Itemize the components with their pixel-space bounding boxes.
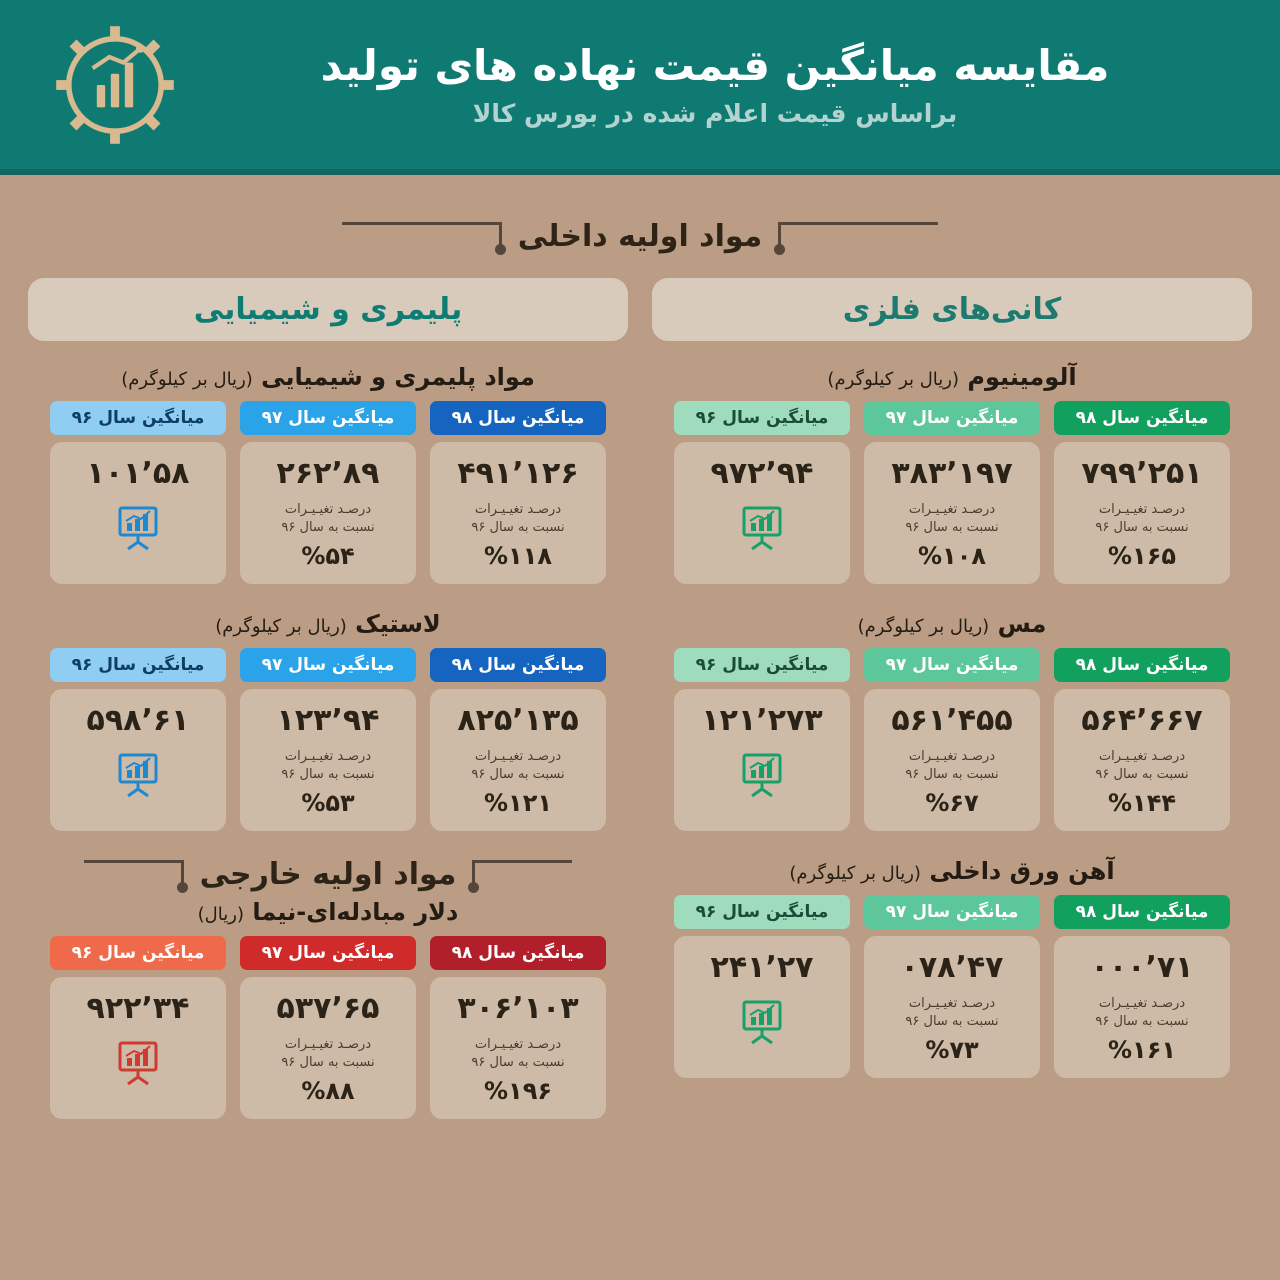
page-title: مقایسه میانگین قیمت نهاده های تولید (320, 40, 1110, 90)
card-header: میانگین سال ۹۷ (240, 648, 416, 682)
card-header: میانگین سال ۹۸ (1054, 895, 1230, 929)
value: ۴۵۵’۵۶۱ (891, 703, 1013, 739)
change-label-line2: نسبت به سال ۹۶ (471, 766, 565, 782)
card-year-96 (50, 401, 226, 584)
change-label-line1: درصـد تغیـیـرات (284, 1037, 372, 1053)
card-body (240, 977, 416, 1119)
card-year-97 (864, 648, 1040, 831)
card-year-98 (1054, 895, 1230, 1078)
card-header: میانگین سال ۹۸ (1054, 401, 1230, 435)
card-body (864, 936, 1040, 1078)
value: ۹۴’۹۷۲ (710, 456, 814, 491)
card-body (50, 689, 226, 831)
card-year-98 (1054, 648, 1230, 831)
card-header: میانگین سال ۹۷ (864, 895, 1040, 929)
change-label-line1: درصـد تغیـیـرات (474, 749, 562, 765)
value: ۱۹۷’۳۸۳ (891, 456, 1013, 491)
card-row (652, 401, 1252, 584)
gear-chart-icon (40, 10, 190, 160)
page-header (0, 0, 1280, 175)
card-body (864, 689, 1040, 831)
change-label-line1: درصـد تغیـیـرات (908, 502, 996, 517)
change-label-line2: نسبت به سال ۹۶ (905, 766, 999, 782)
card-row (28, 936, 628, 1119)
item-title (28, 898, 628, 926)
change-label (281, 1036, 374, 1071)
card-header: میانگین سال ۹۸ (430, 401, 606, 435)
card-year-97 (240, 401, 416, 584)
change-value: %۱۶۵ (1108, 542, 1176, 571)
card-body (430, 442, 606, 584)
card-body (430, 977, 606, 1119)
item-title (652, 363, 1252, 391)
value: ۸۹’۲۶۲ (276, 456, 380, 491)
content-columns (0, 278, 1280, 1145)
change-label-line2: نسبت به سال ۹۶ (1095, 519, 1189, 535)
change-label-line2: نسبت به سال ۹۶ (281, 766, 375, 782)
value: ۴۷’۰۷۸ (900, 950, 1004, 986)
change-value: %۱۴۴ (1108, 789, 1176, 818)
item-polymer-chemical (28, 363, 628, 584)
card-year-98 (430, 936, 606, 1119)
change-label-line1: درصـد تغیـیـرات (908, 996, 996, 1012)
change-label (471, 501, 564, 536)
value: ۲۷’۲۴۱ (710, 950, 814, 986)
connector-right (84, 860, 184, 890)
change-value: %۸۸ (301, 1077, 355, 1106)
item-title (28, 610, 628, 638)
card-body (864, 442, 1040, 584)
card-row (28, 401, 628, 584)
item-unit: (ریال بر کیلوگرم) (121, 369, 253, 390)
item-sheet-iron (652, 857, 1252, 1078)
value: ۶۵’۵۳۷ (276, 991, 380, 1027)
change-label-line1: درصـد تغیـیـرات (474, 1037, 562, 1053)
item-unit: (ریال بر کیلوگرم) (215, 616, 347, 638)
change-label-line2: نسبت به سال ۹۶ (1095, 766, 1189, 782)
item-title (652, 857, 1252, 885)
card-body (674, 689, 850, 831)
item-unit: (ریال) (197, 904, 244, 926)
card-header: میانگین سال ۹۶ (50, 936, 226, 970)
change-value: %۵۳ (301, 789, 355, 818)
connector-left (778, 222, 938, 252)
card-header: میانگین سال ۹۷ (864, 648, 1040, 682)
card-year-96 (674, 648, 850, 831)
card-header: میانگین سال ۹۶ (674, 895, 850, 929)
card-body (430, 689, 606, 831)
card-year-98 (430, 648, 606, 831)
card-header: میانگین سال ۹۶ (50, 401, 226, 435)
item-copper (652, 610, 1252, 831)
section-title-external (28, 857, 628, 892)
card-year-96 (674, 895, 850, 1078)
value: ۶۶۷’۵۶۴ (1081, 703, 1203, 739)
item-unit: (ریال بر کیلوگرم) (789, 863, 921, 885)
bar-chart-presentation-icon (116, 752, 160, 798)
value: ۷۱’۰۰۰ (1090, 950, 1194, 986)
value: ۱۰۳’۳۰۶ (457, 991, 579, 1027)
change-label-line2: نسبت به سال ۹۶ (471, 519, 565, 535)
card-body (240, 442, 416, 584)
item-name: دلار مبادله‌ای-نیما (252, 898, 459, 927)
change-label (281, 501, 374, 536)
card-body (674, 442, 850, 584)
value: ۲۵۱’۷۹۹ (1081, 456, 1203, 491)
column-metals (652, 278, 1252, 1145)
category-polymer-pill: پلیمری و شیمیایی (28, 278, 628, 341)
value: ۱۲۶’۴۹۱ (457, 456, 579, 491)
change-value: %۶۷ (925, 789, 979, 818)
item-title (28, 363, 628, 391)
card-year-98 (430, 401, 606, 584)
change-label (471, 1036, 564, 1071)
card-body (50, 977, 226, 1119)
bar-chart-presentation-icon (740, 505, 784, 551)
item-name: لاستیک (355, 610, 441, 639)
change-label (905, 995, 998, 1030)
change-label-line1: درصـد تغیـیـرات (284, 502, 372, 517)
change-value: %۷۳ (925, 1036, 979, 1065)
category-metal-pill: کانی‌های فلزی (652, 278, 1252, 341)
change-label (1095, 995, 1188, 1030)
card-header: میانگین سال ۹۶ (674, 648, 850, 682)
change-label-line2: نسبت به سال ۹۶ (905, 519, 999, 535)
change-label (281, 748, 374, 783)
column-polymer (28, 278, 628, 1145)
item-nima-dollar (28, 898, 628, 1119)
external-section-label: مواد اولیه خارجی (199, 857, 457, 893)
bar-chart-presentation-icon (116, 505, 160, 551)
change-label (905, 501, 998, 536)
page-subtitle: براساس قیمت اعلام شده در بورس کالا (472, 99, 958, 129)
external-materials-block (28, 857, 628, 1119)
card-header: میانگین سال ۹۶ (50, 648, 226, 682)
value: ۶۱’۵۹۸ (86, 703, 190, 739)
card-header: میانگین سال ۹۷ (864, 401, 1040, 435)
card-year-97 (240, 648, 416, 831)
card-body (1054, 936, 1230, 1078)
item-unit: (ریال بر کیلوگرم) (857, 616, 990, 638)
change-label-line1: درصـد تغیـیـرات (908, 749, 996, 765)
card-year-96 (50, 648, 226, 831)
card-body (240, 689, 416, 831)
change-label-line2: نسبت به سال ۹۶ (281, 519, 375, 535)
card-body (1054, 689, 1230, 831)
item-name: آهن ورق داخلی (929, 857, 1115, 886)
card-header: میانگین سال ۹۸ (430, 936, 606, 970)
header-text-block (190, 41, 1240, 128)
value: ۱۳۵’۸۲۵ (457, 703, 579, 739)
change-value: %۱۶۱ (1108, 1036, 1176, 1065)
bar-chart-presentation-icon (116, 1040, 160, 1086)
card-year-96 (674, 401, 850, 584)
change-value: %۱۲۱ (484, 789, 552, 818)
change-value: %۵۴ (301, 542, 355, 571)
item-rubber (28, 610, 628, 831)
card-body (1054, 442, 1230, 584)
change-value: %۱۹۶ (484, 1077, 552, 1106)
card-year-98 (1054, 401, 1230, 584)
item-name: مس (997, 610, 1047, 639)
item-title (652, 610, 1252, 638)
change-value: %۱۰۸ (918, 542, 986, 571)
connector-left (472, 860, 572, 890)
change-label-line1: درصـد تغیـیـرات (474, 502, 562, 517)
card-year-96 (50, 936, 226, 1119)
change-label-line2: نسبت به سال ۹۶ (1095, 1013, 1189, 1029)
value: ۳۴’۹۲۲ (86, 991, 190, 1027)
card-row (652, 648, 1252, 831)
card-year-97 (864, 401, 1040, 584)
change-label (905, 748, 998, 783)
card-header: میانگین سال ۹۷ (240, 936, 416, 970)
card-header: میانگین سال ۹۶ (674, 401, 850, 435)
change-label-line1: درصـد تغیـیـرات (1098, 749, 1186, 765)
section-title-internal (0, 219, 1280, 254)
bar-chart-presentation-icon (740, 752, 784, 798)
value: ۹۴’۱۲۳ (276, 703, 380, 739)
bar-chart-presentation-icon (740, 999, 784, 1045)
change-label (471, 748, 564, 783)
item-name: مواد پلیمری و شیمیایی (261, 363, 535, 391)
value: ۵۸’۱۰۱ (86, 456, 190, 491)
change-label-line1: درصـد تغیـیـرات (1098, 996, 1186, 1012)
change-label-line2: نسبت به سال ۹۶ (905, 1013, 999, 1029)
change-label-line2: نسبت به سال ۹۶ (281, 1054, 375, 1070)
card-row (652, 895, 1252, 1078)
internal-section-label: مواد اولیه داخلی (517, 219, 763, 254)
card-header: میانگین سال ۹۷ (240, 401, 416, 435)
item-unit: (ریال بر کیلوگرم) (827, 369, 960, 390)
change-value: %۱۱۸ (484, 542, 552, 571)
change-label-line2: نسبت به سال ۹۶ (471, 1054, 565, 1070)
card-year-97 (864, 895, 1040, 1078)
change-label-line1: درصـد تغیـیـرات (1098, 502, 1186, 517)
connector-right (342, 222, 502, 252)
card-row (28, 648, 628, 831)
change-label (1095, 748, 1188, 783)
card-header: میانگین سال ۹۸ (430, 648, 606, 682)
item-aluminium (652, 363, 1252, 584)
card-body (674, 936, 850, 1078)
change-label (1095, 501, 1188, 536)
change-label-line1: درصـد تغیـیـرات (284, 749, 372, 765)
card-body (50, 442, 226, 584)
card-year-97 (240, 936, 416, 1119)
card-header: میانگین سال ۹۸ (1054, 648, 1230, 682)
value: ۲۷۳’۱۲۱ (701, 703, 823, 739)
item-name: آلومینیوم (967, 363, 1077, 391)
